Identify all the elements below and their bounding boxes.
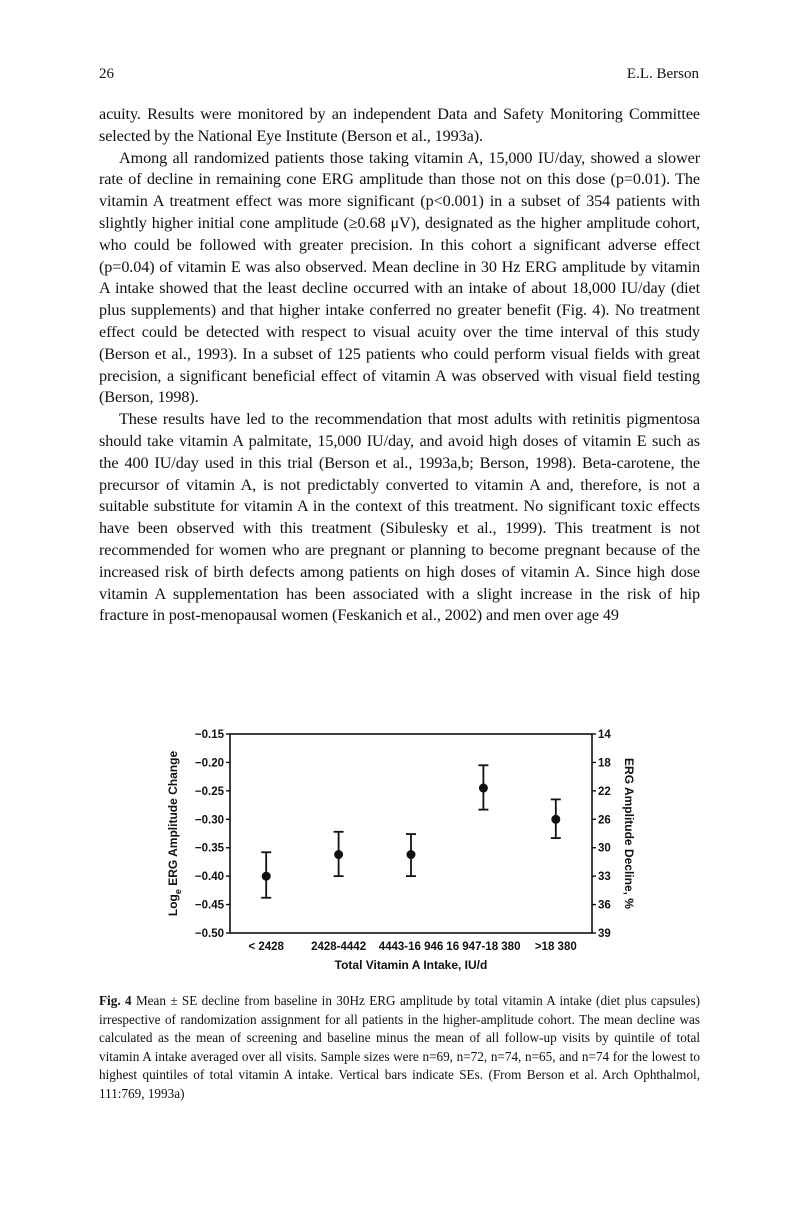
y2-tick-label: 33 [598, 871, 611, 884]
caption-label: Fig. 4 [99, 993, 136, 1008]
y2-tick-label: 26 [598, 814, 611, 827]
y2-tick-label: 18 [598, 757, 611, 770]
data-point [479, 784, 488, 793]
y-axis-label: Log$_e$ ERG Amplitude Change [166, 750, 183, 917]
x-tick-label: < 2428 [248, 941, 284, 953]
x-tick-label: 2428-4442 [311, 941, 367, 953]
paragraph-1: acuity. Results were monitored by an independent Data and Safety Monitoring Committee selected by the National Eye Institute (Berson et al., 1993a). [99, 105, 700, 145]
running-head: E.L. Berson [626, 66, 699, 82]
y-tick-label: −0.15 [194, 729, 224, 741]
x-tick-label: 16 947-18 380 [446, 941, 521, 953]
data-point [334, 850, 343, 859]
figure-4 [99, 720, 700, 988]
y2-tick-label: 36 [598, 899, 611, 912]
y2-tick-label: 22 [598, 785, 611, 798]
y2-axis-label: ERG Amplitude Decline, % [622, 758, 636, 909]
y2-tick-label: 30 [598, 842, 611, 855]
y-tick-label: −0.35 [194, 842, 224, 855]
data-point [262, 872, 271, 881]
y-tick-label: −0.50 [194, 928, 224, 940]
y-tick-label: −0.40 [194, 871, 224, 884]
x-tick-label: 4443-16 946 [378, 941, 444, 953]
data-point [407, 850, 416, 859]
body-text [99, 104, 700, 627]
paragraph-3: These results have led to the recommendation that most adults with retinitis pigmentosa should take vitamin A palmitate, 15,000 IU/day, and avoid high doses of vitamin E such as the 400 IU/day used in this trial (Berson et al., 1993a,b; Berson, 1998). Beta-carotene, the precursor of vitamin A, is not predictably converted to vitamin A and, therefore, is not a suitable substitute for vitamin A in the context of this treatment. No significant toxic effects have been observed with this treatment (Sibulesky et al., 1999). This treatment is not recommended for women who are pregnant or planning to become pregnant because of the increased risk of birth defects among patients on high doses of vitamin A. Since high dose vitamin A supplementation has been associated with a slight increase in the risk of hip fracture in post-menopausal women (Feskanich et al., 2002) and men over age 49 [99, 410, 700, 625]
x-tick-label: >18 380 [534, 941, 577, 953]
figure-caption [99, 992, 700, 1104]
y-tick-label: −0.25 [194, 785, 224, 798]
y-tick-label: −0.20 [194, 757, 224, 770]
paragraph-2: Among all randomized patients those taking vitamin A, 15,000 IU/day, showed a slower rate of decline in remaining cone ERG amplitude than those not on this dose (p=0.01). The vitamin A treatment effect was more significant (p<0.001) in a subset of 354 patients with slightly higher initial cone amplitude (≥0.68 μV), designated as the higher amplitude cohort, who could be followed with greater precision. In this cohort a significant adverse effect (p=0.04) of vitamin E was also observed. Mean decline in 30 Hz ERG amplitude by vitamin A intake showed that the least decline occurred with an intake of about 18,000 IU/day (diet plus supplements) and that higher intake conferred no greater benefit (Fig. 4). No treatment effect could be detected with respect to visual acuity over the time interval of this study (Berson et al., 1993). In a subset of 125 patients who could perform visual fields with great precision, a significant beneficial effect of vitamin A was observed with visual field testing (Berson, 1998). [99, 148, 700, 407]
y-tick-label: −0.45 [194, 899, 224, 912]
page-number: 26 [99, 66, 114, 82]
erg-chart [99, 720, 700, 988]
y2-tick-label: 39 [598, 928, 611, 940]
x-axis-label: Total Vitamin A Intake, IU/d [334, 958, 488, 972]
y-tick-label: −0.30 [194, 814, 224, 827]
y2-tick-label: 14 [598, 729, 611, 741]
data-point [551, 815, 560, 824]
caption-text: Mean ± SE decline from baseline in 30Hz ERG amplitude by total vitamin A intake (diet plus capsules) irrespective of randomization assignment for all patients in the higher-amplitude cohort. The mean decline was calculated as the mean of screening and baseline minus the mean of all follow-up visits by quintile of total vitamin A intake averaged over all visits. Sample sizes were n=69, n=72, n=74, n=65, and n=74 for the lowest to highest quintiles of total vitamin A intake. Vertical bars indicate SEs. (From Berson et al. Arch Ophthalmol, 111:769, 1993a) [99, 993, 700, 1101]
